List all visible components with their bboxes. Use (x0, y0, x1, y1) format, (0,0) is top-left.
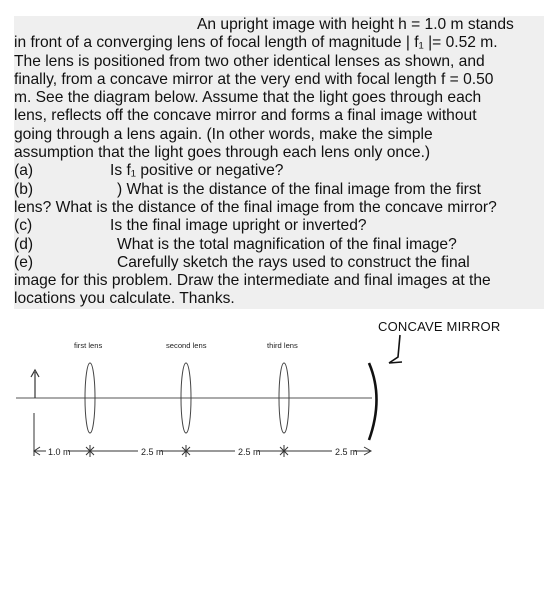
problem-line-6: lens, reflects off the concave mirror and forms a final image without (14, 107, 544, 125)
distance-label-4: 2.5 m (335, 447, 358, 457)
part-b-label: (b) (14, 180, 34, 198)
problem-tail-2: locations you calculate. Thanks. (14, 290, 544, 308)
mirror-pointer-head (389, 362, 402, 363)
part-e-label: (e) (14, 253, 34, 271)
concave-mirror-shape (369, 363, 377, 440)
part-d-label: (d) (14, 235, 34, 253)
first-lens-label: first lens (74, 341, 103, 350)
part-c-label: (c) (14, 217, 33, 235)
problem-line-2: in front of a converging lens of focal length of magnitude | f₁ |= 0.52 m. (14, 34, 544, 52)
part-b-continued: lens? What is the distance of the final image from the concave mirror? (14, 199, 544, 217)
concave-mirror-title: CONCAVE MIRROR (378, 319, 501, 334)
problem-line-5: m. See the diagram below. Assume that the light goes through each (14, 89, 544, 107)
problem-line-3: The lens is positioned from two other identical lenses as shown, and (14, 53, 544, 71)
part-a-label: (a) (14, 162, 34, 180)
part-e-text: Carefully sketch the rays used to construct the final (117, 253, 470, 271)
part-c-text: Is the final image upright or inverted? (110, 217, 367, 235)
problem-tail-1: image for this problem. Draw the intermediate and final images at the (14, 272, 544, 290)
part-a-text: Is f₁ positive or negative? (110, 162, 284, 180)
distance-label-2: 2.5 m (141, 447, 164, 457)
problem-line-1: An upright image with height h = 1.0 m stands (14, 16, 544, 34)
distance-label-3: 2.5 m (238, 447, 261, 457)
marker-first-lens (84, 445, 96, 457)
problem-line-4: finally, from a concave mirror at the very end with focal length f = 0.50 (14, 71, 544, 89)
problem-line-7: going through a lens again. (In other words, make the simple (14, 126, 544, 144)
dimension-line (34, 413, 371, 456)
part-b-text: ) What is the distance of the final image from the first (117, 180, 482, 198)
distance-label-1: 1.0 m (48, 447, 71, 457)
mirror-pointer-arrow (389, 335, 400, 363)
part-d-text: What is the total magnification of the final image? (117, 235, 457, 253)
marker-third-lens (278, 445, 290, 457)
marker-second-lens (180, 445, 192, 457)
third-lens-label: third lens (267, 341, 298, 350)
problem-line-8: assumption that the light goes through each lens only once.) (14, 144, 544, 162)
second-lens-label: second lens (166, 341, 207, 350)
